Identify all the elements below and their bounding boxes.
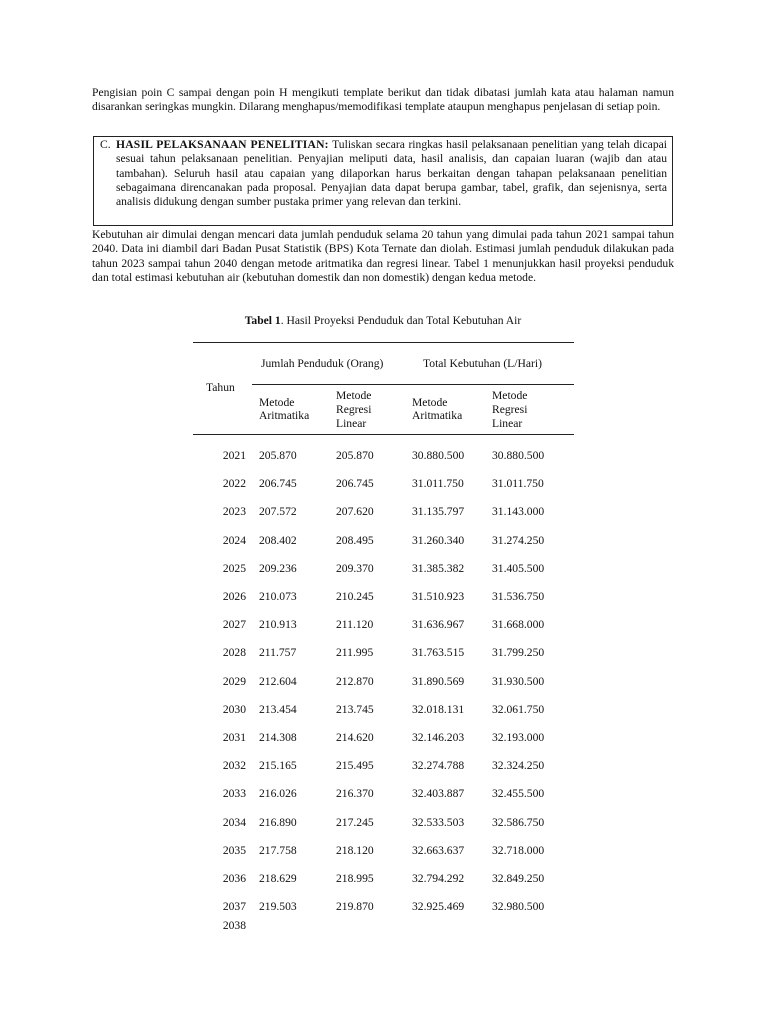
cell-water-aritmatika: 31.636.967	[412, 618, 465, 632]
section-heading: HASIL PELAKSANAAN PENELITIAN:	[116, 138, 329, 151]
cell-water-regresi: 31.143.000	[492, 505, 545, 519]
table-row	[0, 900, 768, 914]
subheader-water-regresi-l2: Regresi	[492, 403, 528, 416]
cell-year: 2025	[222, 561, 246, 575]
subheader-pop-aritmatika-l1: Metode	[259, 396, 295, 409]
subheader-water-regresi-l3: Linear	[492, 417, 523, 430]
table-row	[0, 844, 768, 858]
header-year: Tahun	[206, 381, 235, 394]
cell-water-aritmatika: 30.880.500	[412, 449, 465, 462]
cell-pop-aritmatika: 218.629	[259, 872, 297, 885]
header-water-group: Total Kebutuhan (L/Hari)	[423, 357, 542, 370]
cell-water-aritmatika: 32.533.503	[412, 815, 465, 829]
cell-pop-regresi: 206.745	[336, 477, 374, 491]
subheader-pop-regresi-l1: Metode	[336, 389, 372, 402]
cell-year: 2027	[222, 618, 246, 632]
table-row	[0, 816, 768, 830]
cell-pop-regresi: 215.495	[336, 759, 374, 773]
cell-pop-regresi: 218.995	[336, 872, 374, 885]
cell-year: 2023	[222, 505, 246, 519]
table-row	[0, 618, 768, 632]
cell-water-regresi: 32.586.750	[492, 815, 545, 829]
cell-pop-regresi: 209.370	[336, 561, 374, 575]
section-c-box	[93, 136, 673, 226]
cell-year: 2032	[222, 759, 246, 773]
cell-year: 2035	[222, 843, 246, 857]
cell-pop-aritmatika: 213.454	[259, 702, 297, 716]
subheader-water-aritmatika-l2: Aritmatika	[412, 409, 463, 422]
cell-water-aritmatika: 32.274.788	[412, 759, 465, 773]
cell-water-regresi: 32.849.250	[492, 872, 545, 885]
cell-year: 2031	[222, 731, 246, 744]
subheader-water-aritmatika-l1: Metode	[412, 396, 448, 409]
cell-water-regresi: 31.668.000	[492, 618, 545, 632]
cell-pop-aritmatika: 212.604	[259, 674, 297, 688]
cell-water-aritmatika: 32.403.887	[412, 787, 465, 801]
table-row	[0, 534, 768, 548]
cell-pop-aritmatika: 216.890	[259, 815, 297, 829]
cell-pop-regresi: 217.245	[336, 815, 374, 829]
cell-year: 2021	[222, 449, 246, 462]
table-row	[0, 872, 768, 886]
cell-year: 2024	[222, 533, 246, 547]
table-row	[0, 703, 768, 717]
cell-water-aritmatika: 32.146.203	[412, 731, 465, 744]
cell-pop-regresi: 207.620	[336, 505, 374, 519]
cell-year: 2030	[222, 702, 246, 716]
table-group-rule	[252, 384, 574, 385]
table-row	[0, 505, 768, 519]
cell-pop-regresi: 219.870	[336, 900, 374, 914]
cell-water-regresi: 32.455.500	[492, 787, 545, 801]
body-paragraph: Kebutuhan air dimulai dengan mencari data jumlah penduduk selama 20 tahun yang dimulai pada tahun 2021 sampai tahun 2040. Data ini diambil dari Badan Pusat Statistik (BPS) Kota Ternate dan diolah. Estimasi jumlah penduduk dilakukan pada tahun 2023 sampai tahun 2040 dengan metode aritmatika dan regresi linear. Tabel 1 menunjukkan hasil proyeksi penduduk dan total estimasi kebutuhan air (kebutuhan domestik dan non domestik) dengan kedua metode.	[92, 228, 674, 284]
cell-pop-regresi: 213.745	[336, 702, 374, 716]
cell-water-regresi: 30.880.500	[492, 449, 545, 462]
cell-year: 2028	[222, 646, 246, 660]
cell-pop-aritmatika: 210.913	[259, 618, 297, 632]
cell-water-regresi: 31.930.500	[492, 674, 545, 688]
cell-water-regresi: 31.536.750	[492, 590, 545, 603]
cell-year: 2029	[222, 674, 246, 688]
cell-water-aritmatika: 32.794.292	[412, 872, 465, 885]
cell-pop-aritmatika: 206.745	[259, 477, 297, 491]
cell-water-aritmatika: 31.135.797	[412, 505, 465, 519]
table-row	[0, 646, 768, 660]
cell-year: 2034	[222, 815, 246, 829]
subheader-pop-regresi-l3: Linear	[336, 417, 367, 430]
cell-water-aritmatika: 31.011.750	[412, 477, 464, 491]
section-c-text	[116, 138, 667, 209]
table-row	[0, 590, 768, 604]
cell-water-aritmatika: 32.663.637	[412, 843, 465, 857]
table-trailing-year: 2038	[222, 919, 246, 932]
table-top-rule	[193, 342, 574, 343]
cell-water-aritmatika: 32.925.469	[412, 900, 465, 914]
cell-pop-aritmatika: 205.870	[259, 449, 297, 462]
cell-pop-aritmatika: 209.236	[259, 561, 297, 575]
cell-pop-regresi: 212.870	[336, 674, 374, 688]
cell-pop-aritmatika: 215.165	[259, 759, 297, 773]
cell-water-regresi: 32.324.250	[492, 759, 545, 773]
cell-water-aritmatika: 31.763.515	[412, 646, 465, 660]
cell-water-regresi: 32.718.000	[492, 843, 545, 857]
cell-year: 2036	[222, 872, 246, 885]
cell-water-aritmatika: 31.890.569	[412, 674, 465, 688]
cell-pop-regresi: 214.620	[336, 731, 374, 744]
cell-water-regresi: 31.405.500	[492, 561, 545, 575]
table-row	[0, 759, 768, 773]
cell-water-aritmatika: 32.018.131	[412, 702, 465, 716]
table-header-rule	[193, 434, 574, 435]
cell-year: 2026	[222, 590, 246, 603]
cell-pop-aritmatika: 217.758	[259, 843, 297, 857]
table-row	[0, 562, 768, 576]
cell-pop-aritmatika: 211.757	[259, 646, 297, 660]
table-caption-label: Tabel 1	[244, 314, 281, 327]
table-row	[0, 675, 768, 689]
cell-pop-regresi: 216.370	[336, 787, 374, 801]
cell-water-regresi: 32.193.000	[492, 731, 545, 744]
cell-pop-aritmatika: 208.402	[259, 533, 297, 547]
subheader-pop-aritmatika-l2: Aritmatika	[259, 409, 310, 422]
cell-pop-regresi: 218.120	[336, 843, 374, 857]
cell-pop-regresi: 210.245	[336, 590, 374, 603]
template-instruction: Pengisian poin C sampai dengan poin H mengikuti template berikut dan tidak dibatasi jumlah kata atau halaman namun disarankan seringkas mungkin. Dilarang menghapus/memodifikasi template ataupun menghapus penjelasan di setiap poin.	[92, 86, 674, 114]
cell-water-regresi: 32.980.500	[492, 900, 545, 914]
table-row	[0, 449, 768, 463]
cell-water-regresi: 32.061.750	[492, 702, 545, 716]
table-caption-text: . Hasil Proyeksi Penduduk dan Total Kebutuhan Air	[280, 314, 522, 327]
table-row	[0, 477, 768, 491]
section-letter: C.	[100, 138, 111, 151]
section-instruction: Tuliskan secara ringkas hasil pelaksanaan penelitian yang telah dicapai sesuai tahun pelaksanaan penelitian. Penyajian meliputi data, hasil analisis, dan capaian luaran (wajib dan atau tambahan). Seluruh hasil atau capaian yang dilaporkan harus berkaitan dengan tahapan pelaksanaan penelitian sebagaimana direncanakan pada proposal. Penyajian data dapat berupa gambar, tabel, grafik, dan sejenisnya, serta analisis didukung dengan sumber pustaka primer yang relevan dan terkini.	[116, 138, 667, 209]
cell-pop-regresi: 208.495	[336, 533, 374, 547]
cell-water-aritmatika: 31.510.923	[412, 590, 465, 603]
subheader-pop-regresi-l2: Regresi	[336, 403, 372, 416]
cell-water-aritmatika: 31.385.382	[412, 561, 465, 575]
cell-water-regresi: 31.011.750	[492, 477, 544, 491]
cell-year: 2037	[222, 900, 246, 914]
header-population-group: Jumlah Penduduk (Orang)	[261, 357, 384, 370]
cell-pop-aritmatika: 214.308	[259, 731, 297, 744]
cell-pop-regresi: 211.995	[336, 646, 374, 660]
cell-pop-aritmatika: 210.073	[259, 590, 297, 603]
cell-year: 2033	[222, 787, 246, 801]
cell-year: 2022	[222, 477, 246, 491]
cell-water-regresi: 31.274.250	[492, 533, 545, 547]
table-row	[0, 787, 768, 801]
subheader-water-regresi-l1: Metode	[492, 389, 528, 402]
cell-pop-aritmatika: 219.503	[259, 900, 297, 914]
cell-pop-aritmatika: 207.572	[259, 505, 297, 519]
cell-pop-regresi: 205.870	[336, 449, 374, 462]
table-caption	[92, 314, 674, 328]
table-row	[0, 731, 768, 745]
cell-water-regresi: 31.799.250	[492, 646, 545, 660]
cell-water-aritmatika: 31.260.340	[412, 533, 465, 547]
cell-pop-regresi: 211.120	[336, 618, 374, 632]
cell-pop-aritmatika: 216.026	[259, 787, 297, 801]
